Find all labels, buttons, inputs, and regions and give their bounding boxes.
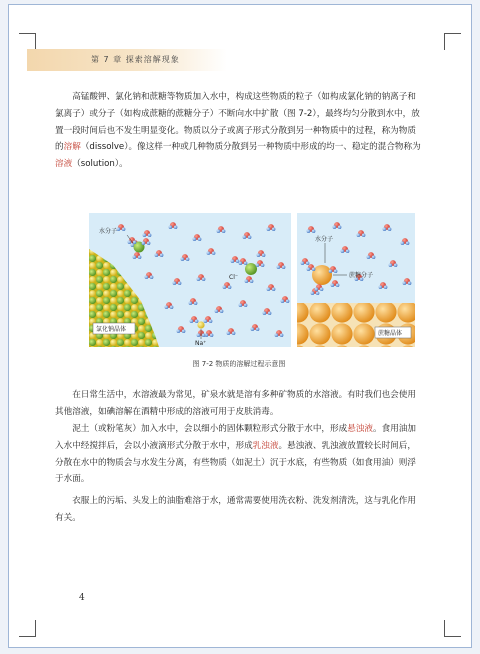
sucrose-dissolution-panel (297, 213, 415, 347)
sodium-ion (197, 321, 204, 328)
label-chloride-ion: Cl⁻ (229, 274, 239, 281)
paragraph3-part1: 泥土（或粉笔灰）加入水中，会以细小的固体颗粒形式分散于水中，形成 (72, 424, 348, 434)
term-suspension: 悬浊液 (347, 424, 373, 434)
label-water-molecule-left: 水分子 (99, 228, 118, 235)
term-dissolve: 溶解 (63, 142, 81, 153)
nacl-dissolution-panel (89, 213, 291, 347)
term-solution: 溶液 (55, 159, 73, 170)
dissolving-sucrose-molecule (312, 265, 332, 285)
paragraph-everyday-solutions: 在日常生活中，水溶液最为常见，矿泉水就是溶有多种矿物质的水溶液。有时我们也会使用其他溶液，如碘溶解在酒精中形成的溶液可用于皮肤消毒。 (55, 390, 416, 417)
crop-mark-bottom-right (444, 620, 461, 637)
label-sucrose-crystal: 蔗糖晶体 (378, 330, 403, 337)
chapter-title: 第 7 章 探索溶解现象 (91, 55, 180, 64)
paragraph3-part3: 。悬浊液、乳浊液放置较长时间后，分散在水中的物质会与水发生分离，有些物质（如泥土）沉于水底，有些物质（如食用油）则浮于水面。 (55, 440, 416, 485)
chloride-ion (245, 263, 257, 275)
label-sodium-ion: Na⁺ (195, 340, 207, 347)
paragraph3-part2: 。食用油加入水中经搅拌后，会以小液滴形式分散于水中，形成 (55, 424, 416, 451)
paragraph1-part2: （dissolve）。像这样一种或几种物质分散到另一种物质中形成的均一、稳定的混合物称为 (80, 142, 421, 153)
crop-mark-bottom-left (19, 620, 36, 637)
page-number: 4 (79, 593, 85, 603)
paragraph-emulsification: 衣服上的污垢、头发上的油脂难溶于水，通常需要使用洗衣粉、洗发剂清洗，这与乳化作用有关。 (55, 496, 416, 523)
label-nacl-crystal: 氯化钠晶体 (96, 326, 127, 333)
paragraph-dissolution-definition (55, 89, 423, 173)
dissolution-figure (89, 213, 415, 347)
figure-caption: 图 7-2 物质的溶解过程示意图 (192, 360, 286, 368)
book-page (8, 4, 472, 648)
crop-mark-top-left (19, 33, 36, 50)
sucrose-crystal (297, 299, 415, 347)
paragraph1-part1: 高锰酸钾、氯化钠和蔗糖等物质加入水中，构成这些物质的粒子（如构成氯化钠的钠离子和氯离子）或分子（如构成蔗糖的蔗糖分子）不断向水中扩散（图 7-2），最终均匀分散到水中，放置一段时间后也不发生明显变化。物质以分子或离子形式分散到另一种物质中的过程，称为物质的 (55, 92, 420, 153)
term-emulsion: 乳浊液 (252, 440, 279, 451)
crop-mark-top-right (444, 33, 461, 50)
paragraph-suspension-emulsion (55, 421, 423, 488)
chapter-header-band (27, 49, 227, 71)
label-sucrose-molecule: 蔗糖分子 (349, 272, 374, 279)
paragraph1-part3: （solution）。 (72, 159, 128, 170)
label-water-molecule-right: 水分子 (315, 236, 334, 243)
